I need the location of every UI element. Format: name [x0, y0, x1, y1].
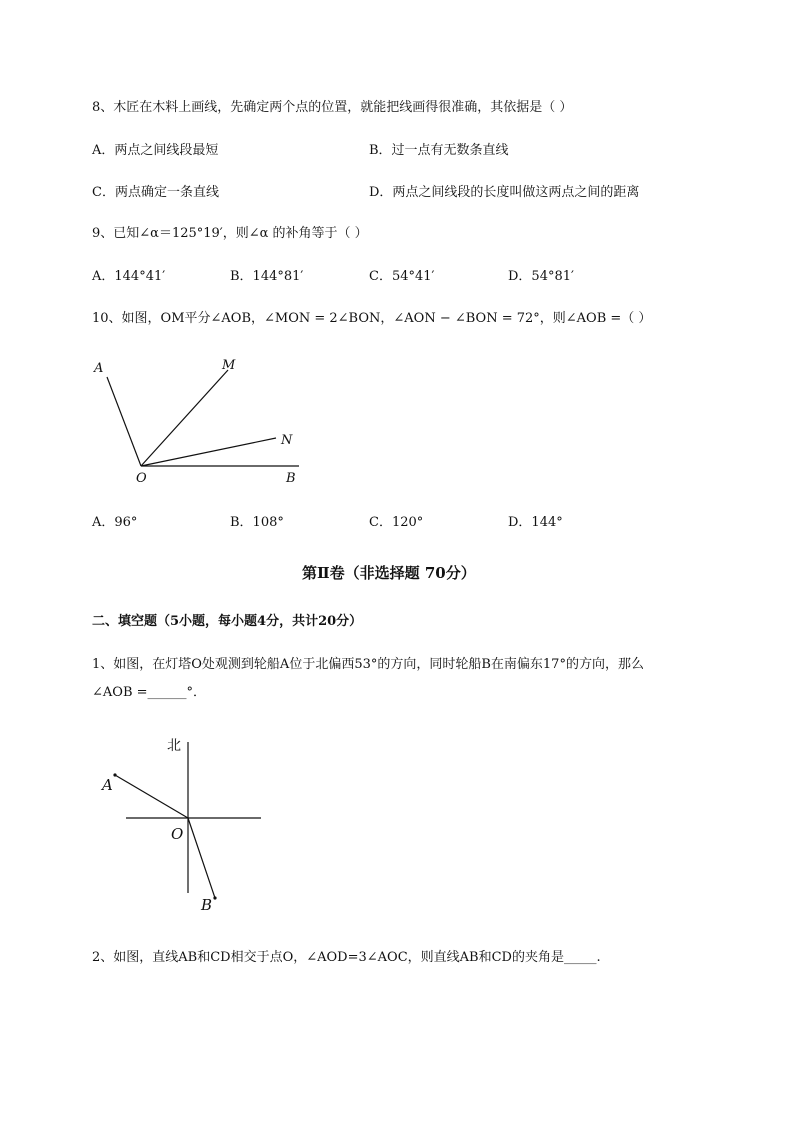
label-b: B: [201, 896, 213, 914]
point-b: [213, 896, 216, 899]
q10-option-b: B．108°: [230, 515, 284, 530]
label-o: O: [136, 471, 147, 486]
label-n: N: [281, 433, 293, 448]
q10-option-d: D．144°: [508, 515, 563, 530]
section-heading: 二、填空题（5小题，每小题4分，共计20分）: [92, 614, 363, 629]
label-a: A: [94, 361, 104, 376]
ray-ob: [188, 818, 215, 898]
label-o: O: [171, 825, 184, 843]
label-m: M: [222, 358, 236, 373]
q9-stem: 9、已知∠α＝125°19′，则∠α 的补角等于（ ）: [92, 226, 368, 241]
q10-option-a: A．96°: [92, 515, 138, 530]
q8-option-d: D．两点之间线段的长度叫做这两点之间的距离: [369, 185, 640, 200]
ray-oa: [115, 775, 188, 818]
q9-option-d: D．54°81′: [508, 269, 574, 284]
f2-line1: 2、如图，直线AB和CD相交于点O，∠AOD=3∠AOC，则直线AB和CD的夹角是_____.: [92, 950, 601, 965]
north-label: 北: [167, 738, 181, 754]
q9-option-b: B．144°81′: [230, 269, 304, 284]
label-b: B: [286, 471, 296, 486]
q8-stem: 8、木匠在木料上画线，先确定两个点的位置，就能把线画得很准确，其依据是（ ）: [92, 100, 573, 115]
q9-option-a: A．144°41′: [92, 269, 166, 284]
q9-option-c: C．54°41′: [369, 269, 435, 284]
q8-option-a: A．两点之间线段最短: [92, 143, 219, 158]
part2-title: 第Ⅱ卷（非选择题 70分）: [302, 564, 476, 582]
label-a: A: [102, 776, 113, 794]
q10-stem: 10、如图，OM平分∠AOB，∠MON = 2∠BON，∠AON − ∠BON = 72°，则∠AOB =（ ）: [92, 311, 652, 326]
ray-on: [141, 438, 276, 466]
q8-option-b: B．过一点有无数条直线: [369, 143, 509, 158]
f1-line1: 1、如图，在灯塔O处观测到轮船A位于北偏西53°的方向，同时轮船B在南偏东17°的方向，那么: [92, 657, 644, 672]
f1-line2: ∠AOB =______°．: [92, 685, 207, 700]
ray-om: [141, 370, 228, 466]
ray-oa: [107, 377, 141, 466]
q8-option-c: C．两点确定一条直线: [92, 185, 219, 200]
q10-option-c: C．120°: [369, 515, 424, 530]
point-a: [113, 773, 116, 776]
